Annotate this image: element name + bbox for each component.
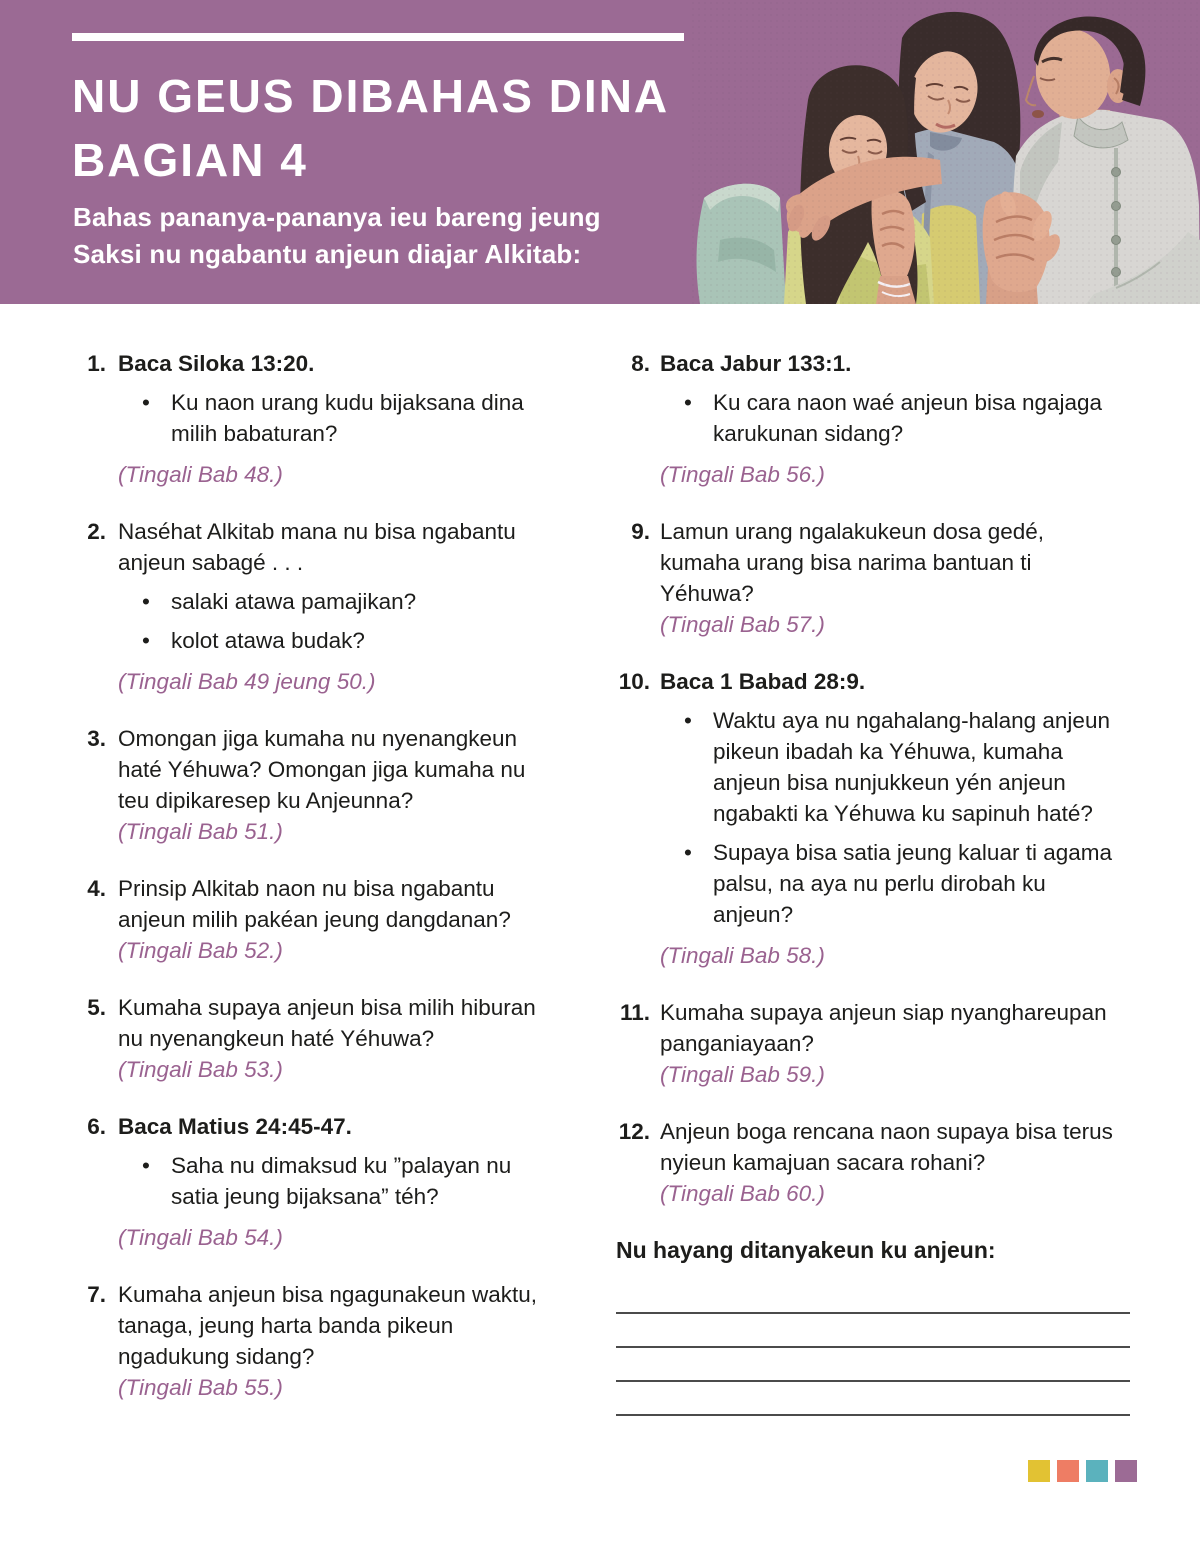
question-text: Kumaha supaya anjeun siap nyanghareupan panganiayaan?	[660, 1000, 1107, 1056]
question-text: Naséhat Alkitab mana nu bisa ngabantu anjeun sabagé . . .	[118, 519, 516, 575]
question-heading: Baca 1 Babad 28:9.	[660, 669, 866, 694]
question-heading: Baca Jabur 133:1.	[660, 351, 852, 376]
header-rule	[72, 33, 684, 41]
question-item	[608, 997, 1130, 1090]
question-ref: (Tingali Bab 58.)	[660, 943, 825, 968]
question-bullet: • kolot atawa budak?	[118, 625, 558, 656]
question-item	[72, 873, 558, 966]
question-number: 4.	[87, 876, 106, 901]
question-number: 10.	[618, 669, 650, 694]
write-in-line	[616, 1414, 1130, 1416]
question-item	[72, 516, 558, 697]
color-square-teal	[1086, 1460, 1108, 1482]
write-in-label: Nu hayang ditanyakeun ku anjeun:	[616, 1237, 996, 1263]
question-number: 6.	[87, 1114, 106, 1139]
question-bullet: • Supaya bisa satia jeung kaluar ti agama palsu, na aya nu perlu dirobah ku anjeun?	[660, 837, 1130, 930]
question-text: Kumaha anjeun bisa ngagunakeun waktu, tanaga, jeung harta banda pikeun ngadukung sidang?	[118, 1282, 538, 1369]
question-item	[608, 1116, 1130, 1209]
question-heading: Baca Matius 24:45-47.	[118, 1114, 352, 1139]
questions-column-left	[72, 348, 558, 1429]
color-square-yellow	[1028, 1460, 1050, 1482]
question-ref: (Tingali Bab 54.)	[118, 1225, 283, 1250]
question-number: 5.	[87, 995, 106, 1020]
question-item	[608, 516, 1130, 640]
question-bullet: • Ku naon urang kudu bijaksana dina milih babaturan?	[118, 387, 558, 449]
color-square-coral	[1057, 1460, 1079, 1482]
question-item	[72, 723, 558, 847]
question-bullet: • Saha nu dimaksud ku ”palayan nu satia jeung bijaksana” téh?	[118, 1150, 558, 1212]
write-in-line	[616, 1346, 1130, 1348]
question-number: 2.	[87, 519, 106, 544]
question-number: 1.	[87, 351, 106, 376]
question-text: Lamun urang ngalakukeun dosa gedé, kumaha urang bisa narima bantuan ti Yéhuwa?	[660, 519, 1045, 606]
question-bullet: • salaki atawa pamajikan?	[118, 586, 558, 617]
question-text: Anjeun boga rencana naon supaya bisa terus nyieun kamajuan sacara rohani?	[660, 1119, 1113, 1175]
write-in-line	[616, 1380, 1130, 1382]
question-text: Omongan jiga kumaha nu nyenangkeun haté Yéhuwa? Omongan jiga kumaha nu teu dipikaresep ku Anjeunna?	[118, 726, 526, 813]
question-ref: (Tingali Bab 53.)	[118, 1057, 283, 1082]
question-number: 12.	[618, 1119, 650, 1144]
question-ref: (Tingali Bab 49 jeung 50.)	[118, 669, 376, 694]
question-ref: (Tingali Bab 60.)	[660, 1181, 825, 1206]
question-item	[608, 348, 1130, 490]
question-ref: (Tingali Bab 51.)	[118, 819, 283, 844]
family-praying-illustration	[690, 0, 1200, 304]
question-item	[72, 992, 558, 1085]
question-number: 9.	[631, 519, 650, 544]
question-ref: (Tingali Bab 59.)	[660, 1062, 825, 1087]
page-title-line2: BAGIAN 4	[72, 134, 308, 186]
question-ref: (Tingali Bab 55.)	[118, 1375, 283, 1400]
question-number: 7.	[87, 1282, 106, 1307]
question-item	[72, 1111, 558, 1253]
question-ref: (Tingali Bab 56.)	[660, 462, 825, 487]
question-number: 3.	[87, 726, 106, 751]
page-subtitle	[73, 199, 601, 273]
question-number: 11.	[619, 1000, 650, 1025]
write-in-line	[616, 1312, 1130, 1314]
question-bullet: • Waktu aya nu ngahalang-halang anjeun pikeun ibadah ka Yéhuwa, kumaha anjeun bisa nunjukkeun yén anjeun ngabakti ka Yéhuwa ku sapinuh haté?	[660, 705, 1130, 829]
question-item	[72, 1279, 558, 1403]
section-color-key	[1028, 1460, 1137, 1482]
question-number: 8.	[631, 351, 650, 376]
question-text: Prinsip Alkitab naon nu bisa ngabantu anjeun milih pakéan jeung dangdanan?	[118, 876, 511, 932]
page-subtitle-line1: Bahas pananya-pananya ieu bareng jeung	[73, 202, 601, 232]
page-subtitle-line2: Saksi nu ngabantu anjeun diajar Alkitab:	[73, 239, 582, 269]
question-item	[608, 666, 1130, 971]
question-text: Kumaha supaya anjeun bisa milih hiburan nu nyenangkeun haté Yéhuwa?	[118, 995, 536, 1051]
page-title-line1: NU GEUS DIBAHAS DINA	[72, 70, 670, 122]
question-ref: (Tingali Bab 48.)	[118, 462, 283, 487]
color-square-purple	[1115, 1460, 1137, 1482]
question-item	[72, 348, 558, 490]
question-heading: Baca Siloka 13:20.	[118, 351, 315, 376]
question-ref: (Tingali Bab 52.)	[118, 938, 283, 963]
page-title	[72, 64, 669, 192]
questions-column-right	[608, 348, 1130, 1416]
question-ref: (Tingali Bab 57.)	[660, 612, 825, 637]
question-bullet: • Ku cara naon waé anjeun bisa ngajaga karukunan sidang?	[660, 387, 1130, 449]
write-in-lines	[616, 1312, 1130, 1416]
header	[0, 0, 1200, 304]
